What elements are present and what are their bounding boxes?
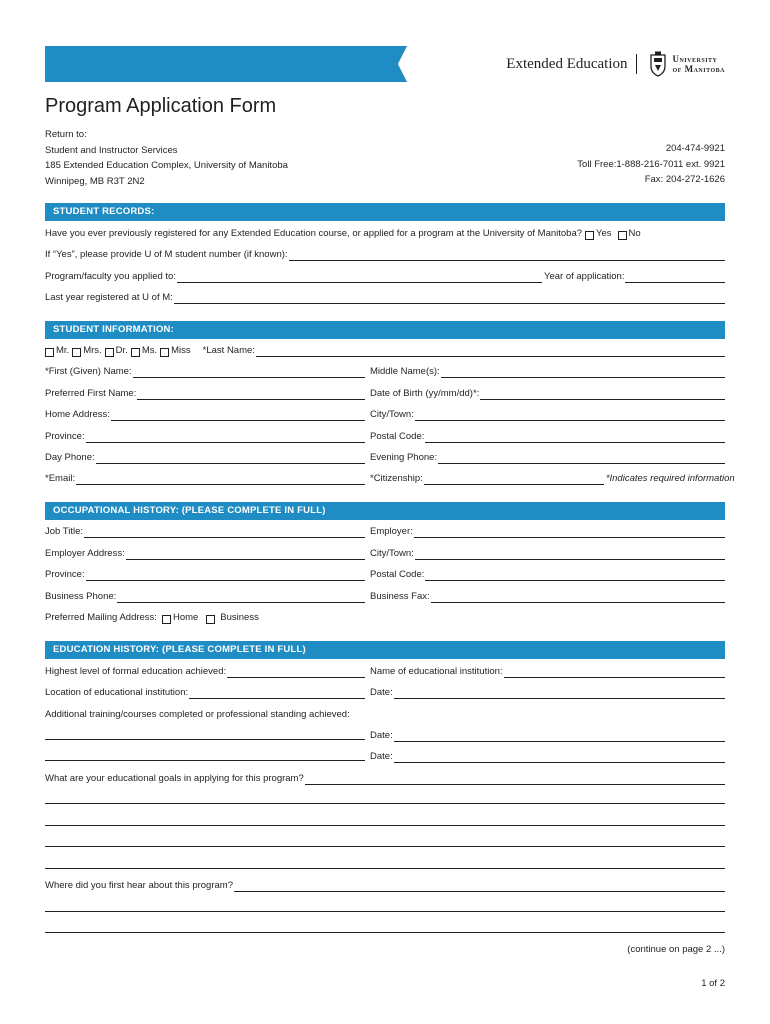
evening-phone-label: Evening Phone: — [370, 452, 438, 463]
program-faculty-field[interactable] — [177, 273, 542, 283]
goals-field[interactable] — [305, 775, 725, 785]
contact-fax: Fax: 204-272-1626 — [644, 174, 725, 185]
citizenship-field[interactable] — [424, 475, 604, 485]
year-application-label: Year of application: — [544, 271, 625, 282]
heard-about-label: Where did you first hear about this program? — [45, 880, 233, 891]
last-year-row — [45, 292, 725, 304]
first-name-label: *First (Given) Name: — [45, 366, 132, 377]
institution-name-label: Name of educational institution: — [370, 666, 503, 677]
preferred-first-row — [45, 388, 365, 400]
preferred-first-label: Preferred First Name: — [45, 388, 137, 399]
employer-postal-row — [370, 569, 725, 581]
goals-row — [45, 773, 725, 785]
home-address-label: Home Address: — [45, 409, 110, 420]
university-line2: of Manitoba — [672, 64, 725, 74]
business-phone-label: Business Phone: — [45, 591, 117, 602]
employer-province-row — [45, 569, 365, 581]
location-row — [45, 687, 365, 699]
city-town-row — [370, 409, 725, 421]
last-name-field[interactable] — [256, 347, 725, 357]
middle-names-row — [370, 366, 725, 378]
business-phone-field[interactable] — [117, 593, 365, 603]
ms-label: Ms. — [141, 345, 158, 356]
email-label: *Email: — [45, 473, 76, 484]
year-application-row — [544, 271, 725, 283]
employer-row — [370, 526, 725, 538]
yes-checkbox[interactable] — [585, 231, 594, 240]
citizenship-row — [370, 473, 735, 485]
goals-field-5[interactable] — [45, 859, 725, 869]
section-education-history: EDUCATION HISTORY: (PLEASE COMPLETE IN FULL) — [45, 641, 725, 659]
business-phone-row — [45, 591, 365, 603]
home-label: Home — [172, 612, 199, 623]
crest-icon — [649, 51, 667, 77]
section-occupational-history: OCCUPATIONAL HISTORY: (PLEASE COMPLETE IN FULL) — [45, 502, 725, 520]
training-date-row-1 — [370, 730, 725, 742]
location-date-label: Date: — [370, 687, 393, 698]
day-phone-label: Day Phone: — [45, 452, 95, 463]
first-name-row — [45, 366, 365, 378]
highest-level-row — [45, 666, 365, 678]
day-phone-field[interactable] — [96, 454, 365, 464]
employer-address-label: Employer Address: — [45, 548, 125, 559]
contact-info — [577, 141, 725, 188]
employer-postal-field[interactable] — [425, 571, 725, 581]
logo-divider — [636, 54, 637, 74]
goals-line-2 — [45, 794, 725, 804]
miss-label: Miss — [171, 345, 191, 356]
header-banner — [45, 46, 407, 82]
job-title-row — [45, 526, 365, 538]
day-phone-row — [45, 452, 365, 464]
dob-label: Date of Birth (yy/mm/dd)*: — [370, 388, 480, 399]
training-date-field-2[interactable] — [394, 753, 725, 763]
heard-about-line-2 — [45, 902, 725, 912]
continue-note: (continue on page 2 ...) — [627, 944, 725, 955]
university-name — [673, 54, 725, 74]
heard-about-line-3 — [45, 923, 725, 933]
training-row-2 — [45, 751, 365, 761]
employer-field[interactable] — [414, 528, 725, 538]
institution-name-row — [370, 666, 725, 678]
contact-phone: 204-474-9921 — [665, 143, 725, 154]
highest-level-field[interactable] — [227, 668, 365, 678]
previous-registration-question — [45, 228, 641, 240]
employer-city-row — [370, 548, 725, 560]
dob-row — [370, 388, 725, 400]
first-name-field[interactable] — [133, 368, 365, 378]
training-date-row-2 — [370, 751, 725, 763]
employer-label: Employer: — [370, 526, 413, 537]
unit-name: Extended Education — [506, 55, 628, 72]
middle-names-label: Middle Name(s): — [370, 366, 440, 377]
university-line1: University — [672, 54, 718, 64]
province-field[interactable] — [86, 433, 365, 443]
postal-code-row — [370, 431, 725, 443]
mr-label: Mr. — [56, 345, 70, 356]
last-year-label: Last year registered at U of M: — [45, 292, 173, 303]
highest-level-label: Highest level of formal education achieved: — [45, 666, 227, 677]
university-logo — [506, 49, 725, 79]
employer-province-field[interactable] — [86, 571, 365, 581]
province-row — [45, 431, 365, 443]
training-row-1 — [45, 730, 365, 740]
home-address-field[interactable] — [111, 411, 365, 421]
employer-city-field[interactable] — [415, 550, 725, 560]
business-fax-field[interactable] — [431, 593, 725, 603]
employer-province-label: Province: — [45, 569, 85, 580]
no-checkbox[interactable] — [618, 231, 627, 240]
employer-address-row — [45, 548, 365, 560]
heard-about-field-3[interactable] — [45, 923, 725, 933]
goals-line-4 — [45, 837, 725, 847]
mr-checkbox[interactable] — [45, 348, 54, 357]
street-address: 185 Extended Education Complex, University of Manitoba — [45, 160, 288, 171]
training-field-1[interactable] — [45, 730, 365, 740]
city-town-field[interactable] — [415, 411, 725, 421]
miss-checkbox[interactable] — [160, 348, 169, 357]
office-name: Student and Instructor Services — [45, 144, 178, 156]
city-town-label: City/Town: — [370, 409, 414, 420]
page-title: Program Application Form — [45, 95, 277, 117]
ms-checkbox[interactable] — [131, 348, 140, 357]
dob-field[interactable] — [480, 390, 725, 400]
contact-toll-free: Toll Free:1-888-216-7011 ext. 9921 — [577, 158, 725, 170]
return-address — [45, 127, 288, 189]
city-address: Winnipeg, MB R3T 2N2 — [45, 175, 145, 187]
goals-field-2[interactable] — [45, 794, 725, 804]
year-application-field[interactable] — [625, 273, 725, 283]
no-label: No — [628, 228, 641, 239]
location-date-field[interactable] — [394, 689, 725, 699]
additional-training-label: Additional training/courses completed or professional standing achieved: — [45, 709, 350, 720]
name-title-row — [45, 345, 725, 357]
employer-city-label: City/Town: — [370, 548, 414, 559]
yes-label: Yes — [596, 228, 612, 239]
business-fax-label: Business Fax: — [370, 591, 430, 602]
training-field-2[interactable] — [45, 751, 365, 761]
mrs-checkbox[interactable] — [72, 348, 81, 357]
postal-code-label: Postal Code: — [370, 431, 425, 442]
evening-phone-field[interactable] — [438, 454, 725, 464]
goals-field-3[interactable] — [45, 816, 725, 826]
program-faculty-row — [45, 271, 542, 283]
program-faculty-label: Program/faculty you applied to: — [45, 271, 176, 282]
required-note: *Indicates required information — [605, 473, 735, 484]
training-date-field-1[interactable] — [394, 732, 725, 742]
goals-line-5 — [45, 859, 725, 869]
student-number-field[interactable] — [289, 251, 725, 261]
home-checkbox[interactable] — [162, 615, 171, 624]
training-date-label-1: Date: — [370, 730, 393, 741]
job-title-label: Job Title: — [45, 526, 84, 537]
previous-registration-label: Have you ever previously registered for any Extended Education course, or applied for a program at the University of Manitoba? — [45, 228, 583, 239]
email-field[interactable] — [76, 475, 365, 485]
preferred-mailing-label: Preferred Mailing Address: — [45, 612, 157, 623]
page-number: 1 of 2 — [701, 978, 725, 989]
email-row — [45, 473, 365, 485]
dr-label: Dr. — [115, 345, 128, 356]
home-address-row — [45, 409, 365, 421]
student-number-row — [45, 249, 725, 261]
training-date-label-2: Date: — [370, 751, 393, 762]
preferred-mailing-row — [45, 612, 259, 624]
return-to-label: Return to: — [45, 129, 87, 140]
last-name-label: *Last Name: — [202, 345, 255, 356]
postal-code-field[interactable] — [425, 433, 725, 443]
heard-about-field-2[interactable] — [45, 902, 725, 912]
business-checkbox[interactable] — [206, 615, 215, 624]
employer-address-field[interactable] — [126, 550, 365, 560]
job-title-field[interactable] — [84, 528, 365, 538]
goals-label: What are your educational goals in applying for this program? — [45, 773, 304, 784]
citizenship-label: *Citizenship: — [370, 473, 423, 484]
heard-about-field[interactable] — [234, 882, 725, 892]
location-field[interactable] — [189, 689, 365, 699]
employer-postal-label: Postal Code: — [370, 569, 425, 580]
preferred-first-field[interactable] — [137, 390, 365, 400]
evening-phone-row — [370, 452, 725, 464]
province-label: Province: — [45, 431, 85, 442]
business-fax-row — [370, 591, 725, 603]
student-number-label: If “Yes”, please provide U of M student number (if known): — [45, 249, 288, 260]
last-year-field[interactable] — [174, 294, 725, 304]
goals-line-3 — [45, 816, 725, 826]
location-label: Location of educational institution: — [45, 687, 189, 698]
dr-checkbox[interactable] — [105, 348, 114, 357]
section-student-records: STUDENT RECORDS: — [45, 203, 725, 221]
middle-names-field[interactable] — [441, 368, 725, 378]
location-date-row — [370, 687, 725, 699]
institution-name-field[interactable] — [504, 668, 725, 678]
section-student-information: STUDENT INFORMATION: — [45, 321, 725, 339]
heard-about-row — [45, 880, 725, 892]
mrs-label: Mrs. — [83, 345, 102, 356]
business-label: Business — [220, 612, 259, 623]
goals-field-4[interactable] — [45, 837, 725, 847]
